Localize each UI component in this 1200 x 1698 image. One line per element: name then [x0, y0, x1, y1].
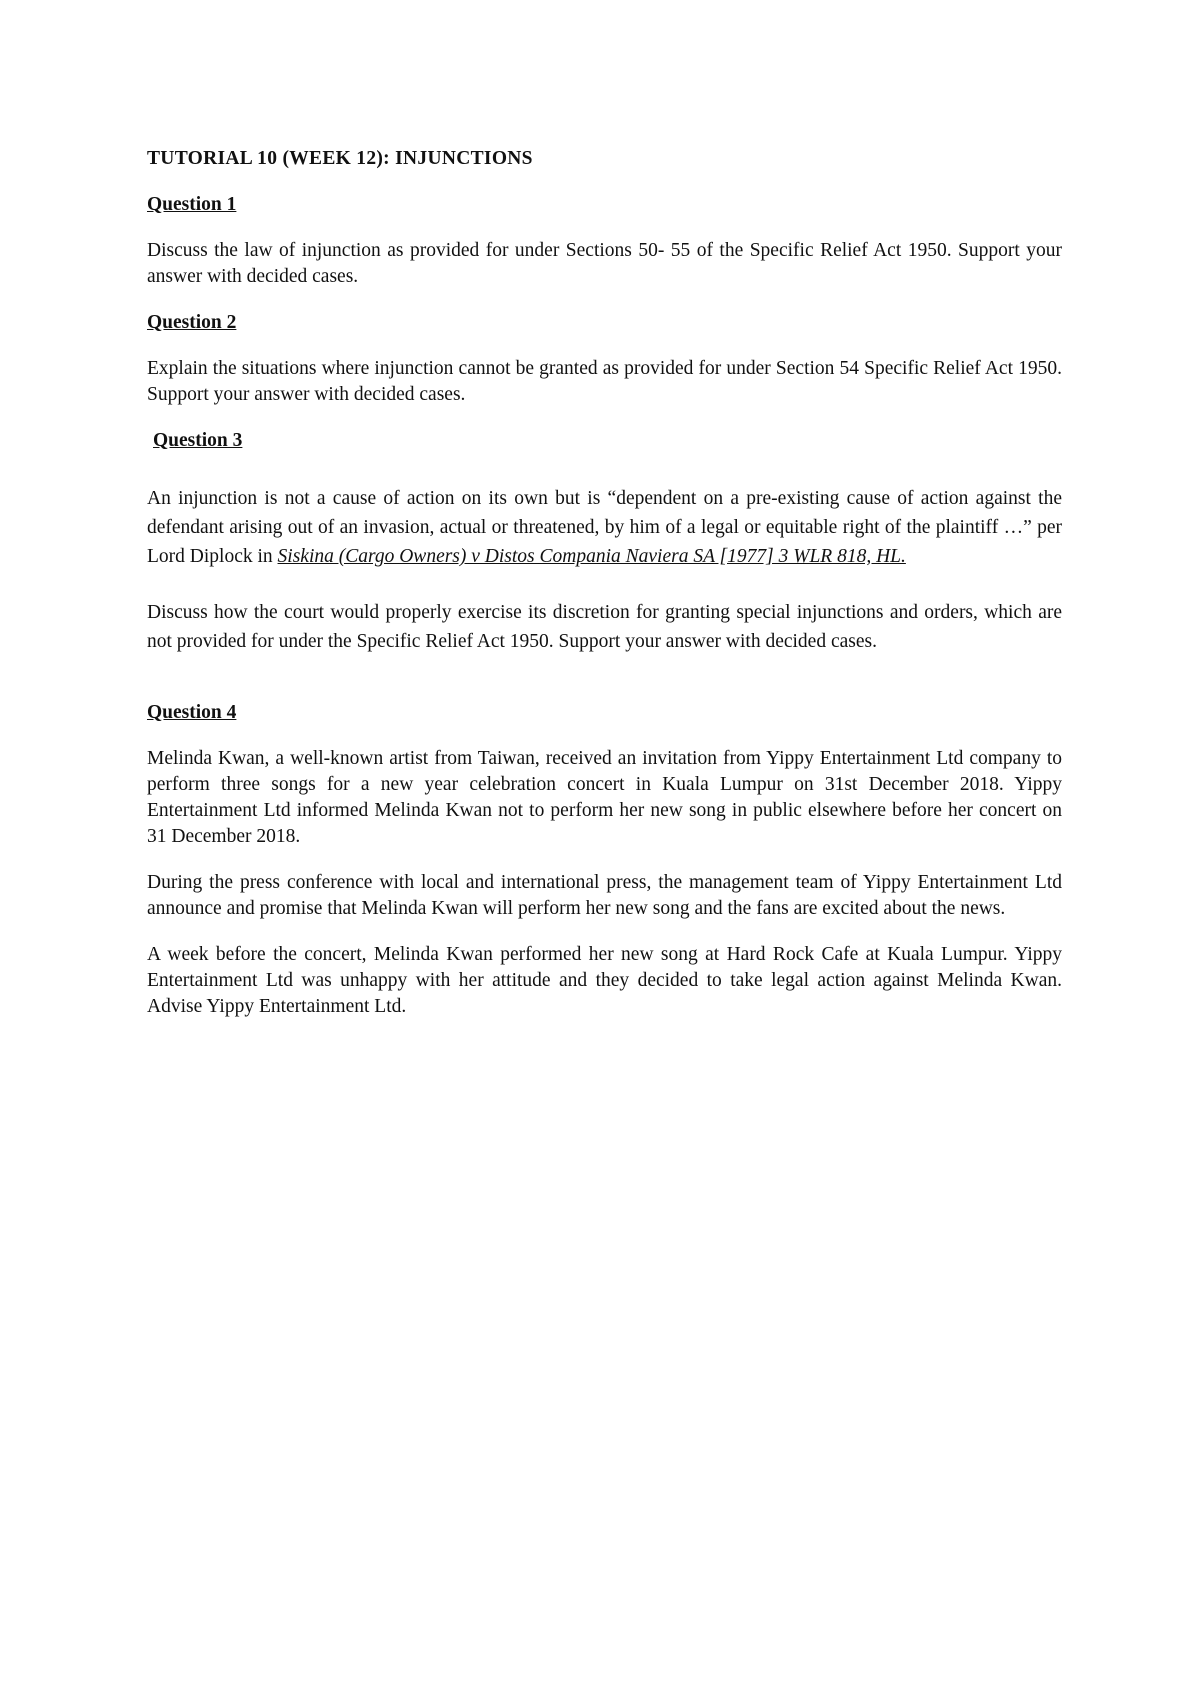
question-3-heading: Question 3 [153, 430, 243, 451]
document-title: TUTORIAL 10 (WEEK 12): INJUNCTIONS [147, 148, 533, 169]
case-citation: Siskina (Cargo Owners) v Distos Compania Naviera SA [1977] 3 WLR 818, HL. [277, 546, 906, 567]
question-3-quote: An injunction is not a cause of action on its own but is “dependent on a pre-existing cause of action against the defendant arising out of an invasion, actual or threatened, by him of a legal or equitable right of the plaintiff …” per Lord Diplock in [147, 488, 1062, 567]
question-1-text: Discuss the law of injunction as provided for under Sections 50- 55 of the Specific Relief Act 1950. Support your answer with decided cases. [147, 240, 1062, 287]
question-2-text: Explain the situations where injunction cannot be granted as provided for under Section 54 Specific Relief Act 1950. Support your answer with decided cases. [147, 358, 1062, 405]
document-body [147, 146, 1062, 1020]
question-4-para-1: Melinda Kwan, a well-known artist from Taiwan, received an invitation from Yippy Entertainment Ltd company to perform three songs for a new year celebration concert in Kuala Lumpur on 31st December 2018. Yippy Entertainment Ltd informed Melinda Kwan not to perform her new song in public elsewhere before her concert on 31 December 2018. [147, 748, 1062, 847]
question-3-text-2: Discuss how the court would properly exercise its discretion for granting special injunctions and orders, which are not provided for under the Specific Relief Act 1950. Support your answer with decided cases. [147, 602, 1062, 652]
question-4-para-2: During the press conference with local and international press, the management team of Yippy Entertainment Ltd announce and promise that Melinda Kwan will perform her new song and the fans are excited about the news. [147, 872, 1062, 919]
question-1-heading: Question 1 [147, 194, 237, 215]
question-4-para-3: A week before the concert, Melinda Kwan performed her new song at Hard Rock Cafe at Kuala Lumpur. Yippy Entertainment Ltd was unhappy with her attitude and they decided to take legal action against Melinda Kwan. Advise Yippy Entertainment Ltd. [147, 944, 1062, 1017]
question-2-heading: Question 2 [147, 312, 237, 333]
question-4-heading: Question 4 [147, 702, 237, 723]
question-3-text [147, 484, 1062, 571]
